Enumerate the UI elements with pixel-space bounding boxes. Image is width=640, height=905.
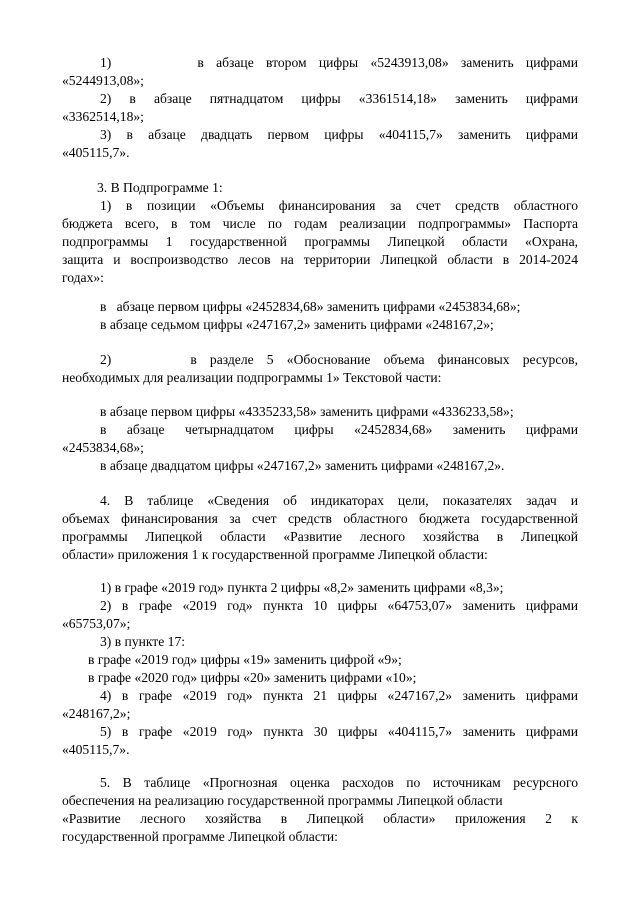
paragraph-3-line-2: «405115,7». xyxy=(62,145,130,160)
section-4-item-3: 3) в пункте 17: xyxy=(100,634,186,649)
section-3-item-1-line-3: подпрограммы 1 государственной программы Липецкой области «Охрана, xyxy=(62,234,578,249)
section-5-line-3: «Развитие лесного хозяйства в Липецкой области» приложения 2 к xyxy=(62,811,578,826)
replacement-line-6: в абзаце двадцатом цифры «247167,2» заменить цифрами «248167,2». xyxy=(100,458,505,473)
paragraph-2-line-2: «3362514,18»; xyxy=(62,109,144,124)
section-3-item-1-line-5: годах»: xyxy=(62,270,104,285)
section-3-item-1-line-4: защита и воспроизводство лесов на территории Липецкой области в 2014-2024 xyxy=(62,252,578,267)
replacement-line-4: в абзаце четырнадцатом цифры «2452834,68» заменить цифрами xyxy=(100,422,578,437)
replacement-line-2: в абзаце седьмом цифры «247167,2» заменить цифрами «248167,2»; xyxy=(100,317,494,332)
section-4-item-4-line-2: «248167,2»; xyxy=(62,706,131,721)
section-4-item-2-line-1: 2) в графе «2019 год» пункта 10 цифры «64753,07» заменить цифрами xyxy=(100,598,578,613)
section-4-item-3-sub-2: в графе «2020 год» цифры «20» заменить цифрами «10»; xyxy=(88,670,417,685)
paragraph-1-line-2: «5244913,08»; xyxy=(62,73,144,88)
section-4-item-3-sub-1: в графе «2019 год» цифры «19» заменить цифрой «9»; xyxy=(88,652,402,667)
section-4-line-4: области» приложения 1 к государственной программе Липецкой области: xyxy=(62,547,488,562)
section-4-item-2-line-2: «65753,07»; xyxy=(62,616,131,631)
section-3-item-2-line-2: необходимых для реализации подпрограммы 1» Текстовой части: xyxy=(62,370,442,385)
section-4-item-4-line-1: 4) в графе «2019 год» пункта 21 цифры «247167,2» заменить цифрами xyxy=(100,688,578,703)
section-4-line-3: программы Липецкой области «Развитие лесного хозяйства в Липецкой xyxy=(62,529,578,544)
replacement-line-3: в абзаце первом цифры «4335233,58» заменить цифрами «4336233,58»; xyxy=(100,404,514,419)
paragraph-1-line-1: 1) в абзаце втором цифры «5243913,08» заменить цифрами xyxy=(100,55,578,70)
section-4-line-1: 4. В таблице «Сведения об индикаторах цели, показателях задач и xyxy=(100,493,578,508)
section-5-line-4: государственной программе Липецкой области: xyxy=(62,829,338,844)
section-3-item-1-line-1: 1) в позиции «Объемы финансирования за счет средств областного xyxy=(100,198,578,213)
paragraph-3-line-1: 3) в абзаце двадцать первом цифры «404115,7» заменить цифрами xyxy=(100,127,578,142)
section-4-item-5-line-2: «405115,7». xyxy=(62,742,130,757)
section-3-item-2-line-1: 2) в разделе 5 «Обоснование объема финансовых ресурсов, xyxy=(100,352,578,367)
section-4-line-2: объемах финансирования за счет средств областного бюджета государственной xyxy=(62,511,578,526)
replacement-line-1: в абзаце первом цифры «2452834,68» заменить цифрами «2453834,68»; xyxy=(100,299,521,314)
section-4-item-5-line-1: 5) в графе «2019 год» пункта 30 цифры «404115,7» заменить цифрами xyxy=(100,724,578,739)
section-5-line-2: обеспечения на реализацию государственной программы Липецкой области xyxy=(62,793,503,808)
section-3-heading: 3. В Подпрограмме 1: xyxy=(97,180,223,195)
section-3-item-1-line-2: бюджета всего, в том числе по годам реализации подпрограммы» Паспорта xyxy=(62,216,578,231)
section-5-line-1: 5. В таблице «Прогнозная оценка расходов по источникам ресурсного xyxy=(100,775,578,790)
paragraph-2-line-1: 2) в абзаце пятнадцатом цифры «3361514,18» заменить цифрами xyxy=(100,91,578,106)
replacement-line-5: «2453834,68»; xyxy=(62,440,144,455)
section-4-item-1: 1) в графе «2019 год» пункта 2 цифры «8,2» заменить цифрами «8,3»; xyxy=(100,580,504,595)
